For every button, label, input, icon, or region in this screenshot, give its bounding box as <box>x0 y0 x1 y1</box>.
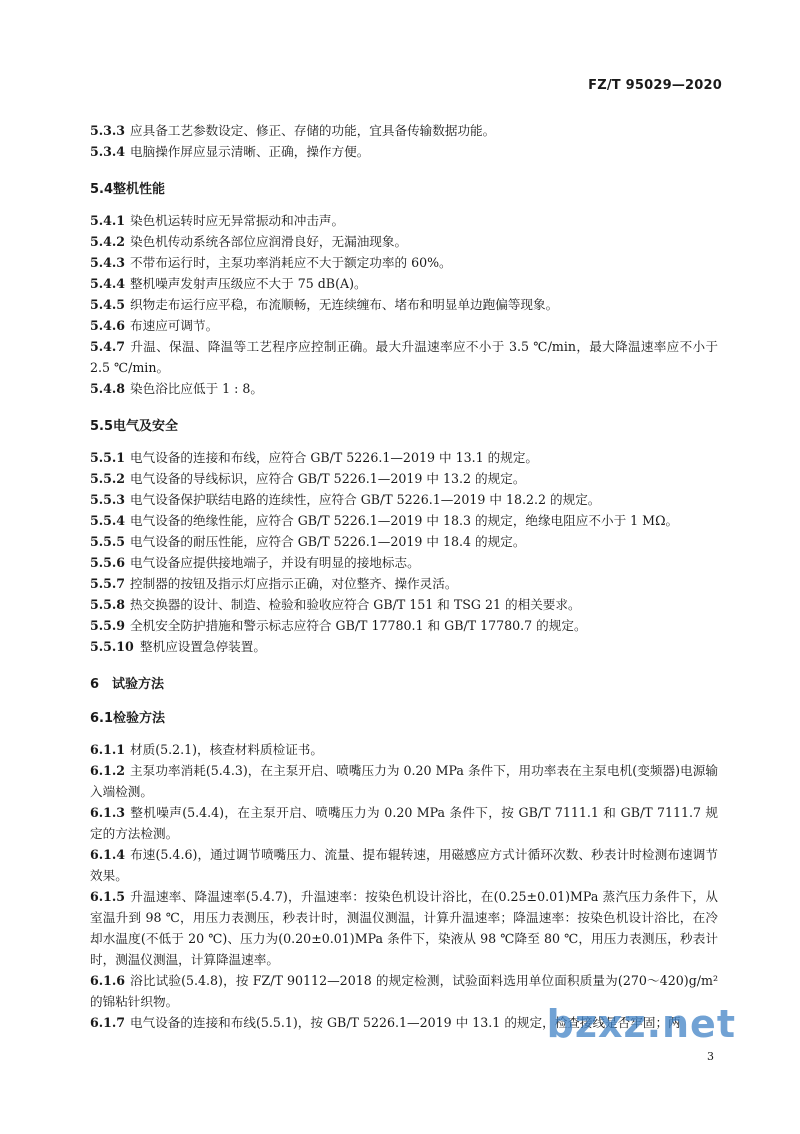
clause-text: 电气设备的导线标识，应符合 GB/T 5226.1—2019 中 13.2 的规定。 <box>130 471 526 486</box>
clause-text: 材质(5.2.1)，核查材料质检证书。 <box>130 742 323 757</box>
clause-5-5-9 <box>90 615 718 636</box>
clause-number: 5.5.3 <box>90 492 126 507</box>
clause-text: 升温、保温、降温等工艺程序应控制正确。最大升温速率应不小于 3.5 ℃/min，最大降温速率应不小于 2.5 ℃/min。 <box>90 339 718 375</box>
clause-number: 5.4.1 <box>90 213 126 228</box>
clause-5-5-1 <box>90 447 718 468</box>
clause-5-3-4 <box>90 141 718 162</box>
clause-text: 布速(5.4.6)，通过调节喷嘴压力、流量、提布辊转速，用磁感应方式计循环次数、秒表计时检测布速调节效果。 <box>90 847 718 883</box>
clause-5-5-6 <box>90 552 718 573</box>
clause-text: 电气设备的连接和布线，应符合 GB/T 5226.1—2019 中 13.1 的规定。 <box>130 450 539 465</box>
clause-number: 6.1.1 <box>90 742 126 757</box>
clause-text: 染色机运转时应无异常振动和冲击声。 <box>130 213 345 228</box>
clause-text: 布速应可调节。 <box>130 318 219 333</box>
clause-5-5-10 <box>90 636 718 657</box>
clause-number: 5.4.6 <box>90 318 126 333</box>
section-heading-6 <box>90 674 718 695</box>
clause-text: 主泵功率消耗(5.4.3)，在主泵开启、喷嘴压力为 0.20 MPa 条件下，用功率表在主泵电机(变频器)电源输入端检测。 <box>90 763 718 799</box>
section-heading-6-1 <box>90 708 718 729</box>
section-number: 5.5 <box>90 419 114 434</box>
clause-text: 染色机传动系统各部位应润滑良好，无漏油现象。 <box>130 234 408 249</box>
clause-number: 6.1.4 <box>90 847 126 862</box>
clause-6-1-4 <box>90 844 718 886</box>
clause-number: 5.3.3 <box>90 123 126 138</box>
clause-text: 不带布运行时，主泵功率消耗应不大于额定功率的 60%。 <box>130 255 452 270</box>
clause-number: 5.4.7 <box>90 339 126 354</box>
clause-number: 6.1.7 <box>90 1015 126 1030</box>
clause-number: 6.1.2 <box>90 763 126 778</box>
clause-number: 5.4.8 <box>90 381 126 396</box>
clause-text: 电脑操作屏应显示清晰、正确，操作方便。 <box>130 144 370 159</box>
clause-number: 5.4.5 <box>90 297 126 312</box>
section-title: 检验方法 <box>113 711 166 726</box>
clause-5-5-2 <box>90 468 718 489</box>
section-title: 电气及安全 <box>113 419 179 434</box>
clause-text: 电气设备应提供接地端子，并设有明显的接地标志。 <box>130 555 420 570</box>
clause-5-4-2 <box>90 231 718 252</box>
clause-text: 染色浴比应低于 1 : 8。 <box>130 381 264 396</box>
clause-6-1-2 <box>90 760 718 802</box>
clause-text: 电气设备的连接和布线(5.5.1)，按 GB/T 5226.1—2019 中 13.1 的规定，检查接线是否牢固；两 <box>130 1015 681 1030</box>
clause-number: 5.5.7 <box>90 576 126 591</box>
clause-number: 5.4.4 <box>90 276 126 291</box>
clause-5-4-5 <box>90 294 718 315</box>
clause-number: 6.1.3 <box>90 805 126 820</box>
clause-6-1-5 <box>90 886 718 970</box>
clause-text: 电气设备的绝缘性能，应符合 GB/T 5226.1—2019 中 18.3 的规定，绝缘电阻应不小于 1 MΩ。 <box>130 513 679 528</box>
clause-text: 整机应设置急停装置。 <box>140 639 266 654</box>
clause-number: 5.5.2 <box>90 471 126 486</box>
clause-number: 5.5.1 <box>90 450 126 465</box>
clause-number: 5.5.4 <box>90 513 126 528</box>
clause-5-5-4 <box>90 510 718 531</box>
section-title: 试验方法 <box>112 677 165 692</box>
clause-text: 浴比试验(5.4.8)，按 FZ/T 90112—2018 的规定检测，试验面料选用单位面积质量为(270～420)g/m² 的锦粘针织物。 <box>90 973 718 1009</box>
clause-number: 5.4.3 <box>90 255 126 270</box>
clause-5-3-3 <box>90 120 718 141</box>
clause-number: 6.1.5 <box>90 889 126 904</box>
clause-text: 控制器的按钮及指示灯应指示正确，对位整齐、操作灵活。 <box>130 576 458 591</box>
clause-number: 5.5.5 <box>90 534 126 549</box>
clause-number: 5.4.2 <box>90 234 126 249</box>
clause-5-4-3 <box>90 252 718 273</box>
section-number: 6.1 <box>90 711 114 726</box>
clause-text: 电气设备的耐压性能，应符合 GB/T 5226.1—2019 中 18.4 的规定。 <box>130 534 526 549</box>
clause-text: 应具备工艺参数设定、修正、存储的功能，宜具备传输数据功能。 <box>130 123 496 138</box>
site-watermark: bzxz.net <box>546 1002 736 1046</box>
standard-code: FZ/T 95029—2020 <box>588 78 722 93</box>
clause-5-5-5 <box>90 531 718 552</box>
clause-number: 5.5.8 <box>90 597 126 612</box>
clause-text: 热交换器的设计、制造、检验和验收应符合 GB/T 151 和 TSG 21 的相关要求。 <box>130 597 581 612</box>
clause-5-5-7 <box>90 573 718 594</box>
section-heading-5-4 <box>90 179 718 200</box>
clause-5-4-8 <box>90 378 718 399</box>
clause-number: 5.5.6 <box>90 555 126 570</box>
clause-number: 5.5.10 <box>90 639 134 654</box>
section-number: 5.4 <box>90 182 114 197</box>
clause-text: 织物走布运行应平稳，布流顺畅，无连续缠布、堵布和明显单边跑偏等现象。 <box>130 297 559 312</box>
clause-number: 5.3.4 <box>90 144 126 159</box>
clause-5-4-1 <box>90 210 718 231</box>
clause-5-5-3 <box>90 489 718 510</box>
clause-number: 6.1.6 <box>90 973 126 988</box>
clause-5-4-6 <box>90 315 718 336</box>
clause-text: 电气设备保护联结电路的连续性，应符合 GB/T 5226.1—2019 中 18.2.2 的规定。 <box>130 492 601 507</box>
clause-text: 整机噪声(5.4.4)，在主泵开启、喷嘴压力为 0.20 MPa 条件下，按 GB/T 7111.1 和 GB/T 7111.7 规定的方法检测。 <box>90 805 718 841</box>
clause-5-4-7 <box>90 336 718 378</box>
clause-text: 升温速率、降温速率(5.4.7)，升温速率：按染色机设计浴比，在(0.25±0.01)MPa 蒸汽压力条件下，从室温升到 98 ℃，用压力表测压，秒表计时，测温仪测温，计算升温速率；降温速率：按染色机设计浴比，在冷却水温度(不低于 20 ℃)、压力为(0.20±0.01)MPa 条件下，染液从 98 ℃降至 80 ℃，用压力表测压，秒表计时，测温仪测温，计算降温速率。 <box>90 889 718 967</box>
page-number: 3 <box>707 1050 714 1063</box>
section-heading-5-5 <box>90 416 718 437</box>
clause-5-4-4 <box>90 273 718 294</box>
clause-text: 整机噪声发射声压级应不大于 75 dB(A)。 <box>130 276 367 291</box>
clause-6-1-3 <box>90 802 718 844</box>
section-title: 整机性能 <box>113 182 166 197</box>
page-content <box>90 120 718 1033</box>
section-number: 6 <box>90 677 100 692</box>
clause-6-1-1 <box>90 739 718 760</box>
clause-5-5-8 <box>90 594 718 615</box>
clause-number: 5.5.9 <box>90 618 126 633</box>
clause-text: 全机安全防护措施和警示标志应符合 GB/T 17780.1 和 GB/T 17780.7 的规定。 <box>130 618 587 633</box>
